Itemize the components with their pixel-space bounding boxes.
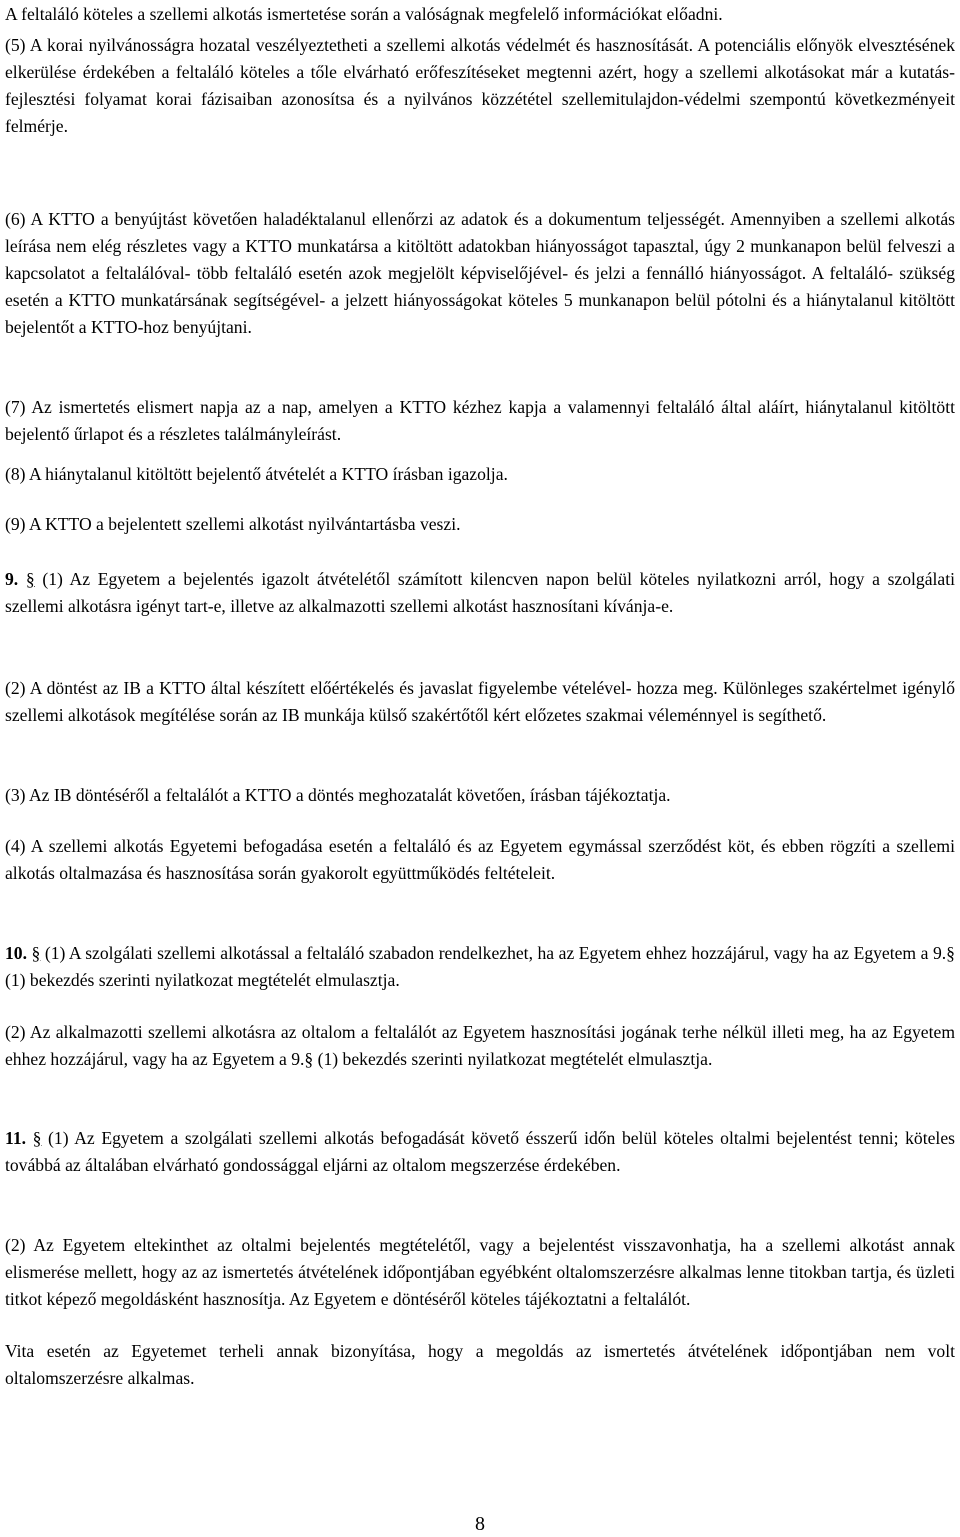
paragraph-6: (6) A KTTO a benyújtást követően haladéktalanul ellenőrzi az adatok és a dokumentum teljességét. Amennyiben a szellemi alkotás leírása nem elég részletes vagy a KTTO munkatársa a kitöltött adatokban hiányosságot tapasztal, úgy 2 munkanapon belül felveszi a kapcsolatot a feltalálóval- több feltaláló esetén azok megjelölt képviselőjével- és jelzi a fennálló hiányosságot. A feltaláló- szükség esetén a KTTO munkatársának segítségével- a jelzett hiányosságokat köteles 5 munkanapon belül pótolni és a hiánytalanul kitöltött bejelentőt a KTTO-hoz benyújtani.	[5, 209, 955, 337]
section-10-paragraph-1	[5, 940, 955, 994]
section-number: 11.	[5, 1128, 27, 1148]
section-11-paragraph-2: (2) Az Egyetem eltekinthet az oltalmi bejelentés megtételétől, vagy a bejelentést visszavonhatja, ha a szellemi alkotást annak elismerése mellett, hogy az az ismertetés átvételének időpontjában egyébként oltalomszerzésre alkalmas lenne titokban tartja, és üzleti titkot képező megoldásként hasznosítja. Az Egyetem e döntéséről köteles tájékoztatni a feltalálót.	[5, 1235, 955, 1309]
paragraph-feltalalo-kotelessege: A feltaláló köteles a szellemi alkotás ismertetése során a valóságnak megfelelő információkat előadni.	[5, 4, 723, 24]
page-number: 8	[475, 1513, 485, 1535]
section-sign: §	[32, 1128, 42, 1148]
section-9-paragraph-2: (2) A döntést az IB a KTTO által készített előértékelés és javaslat figyelembe vételével- hozza meg. Különleges szakértelmet igénylő szellemi alkotások megítélése során az IB munkája külső szakértőtől kért előzetes szakmai véleménnyel is segíthető.	[5, 678, 955, 725]
section-11-closing-paragraph: Vita esetén az Egyetemet terheli annak bizonyítása, hogy a megoldás az ismertetés átvételének időpontjában nem volt oltalomszerzésre alkalmas.	[5, 1341, 955, 1388]
paragraph-8: (8) A hiánytalanul kitöltött bejelentő átvételét a KTTO írásban igazolja.	[5, 464, 508, 484]
section-9-paragraph-1	[5, 566, 955, 620]
section-number: 10.	[5, 943, 27, 963]
section-9-paragraph-3: (3) Az IB döntéséről a feltalálót a KTTO a döntés meghozatalát követően, írásban tájékoztatja.	[5, 785, 671, 805]
section-text: (1) A szolgálati szellemi alkotással a feltaláló szabadon rendelkezhet, ha az Egyetem ehhez hozzájárul, vagy ha az Egyetem a 9.§ (1) bekezdés szerinti nyilatkozat megtételét elmulasztja.	[5, 943, 955, 990]
paragraph-7: (7) Az ismertetés elismert napja az a nap, amelyen a KTTO kézhez kapja a valamennyi feltaláló által aláírt, hiánytalanul kitöltött bejelentő űrlapot és a részletes találmányleírást.	[5, 397, 955, 444]
section-text: (1) Az Egyetem a bejelentés igazolt átvételétől számított kilencven napon belül köteles nyilatkozni arról, hogy a szolgálati szellemi alkotásra igényt tart-e, illetve az alkalmazotti szellemi alkotást hasznosítani kívánja-e.	[5, 569, 955, 616]
section-9-paragraph-4: (4) A szellemi alkotás Egyetemi befogadása esetén a feltaláló és az Egyetem egymással szerződést köt, és ebben rögzíti a szellemi alkotás oltalmazása és hasznosítása során gyakorolt együttműködés feltételeit.	[5, 836, 955, 883]
paragraph-5: (5) A korai nyilvánosságra hozatal veszélyeztetheti a szellemi alkotás védelmét és hasznosítását. A potenciális előnyök elvesztésének elkerülése érdekében a feltaláló köteles a tőle elvárható erőfeszítéseket megtenni azért, hogy a szellemi alkotásokat már a kutatás-fejlesztési folyamat korai fázisaiban azonosítsa és a nyilvános közzététel szellemitulajdon-védelmi szempontú következményeit felmérje.	[5, 35, 955, 136]
section-11-paragraph-1	[5, 1125, 955, 1179]
section-10-paragraph-2: (2) Az alkalmazotti szellemi alkotásra az oltalom a feltalálót az Egyetem hasznosítási jogának terhe nélkül illeti meg, ha az Egyetem ehhez hozzájárul, vagy ha az Egyetem a 9.§ (1) bekezdés szerinti nyilatkozat megtételét elmulasztja.	[5, 1022, 955, 1069]
section-number: 9.	[5, 569, 19, 589]
section-sign: §	[25, 569, 35, 589]
section-sign: §	[31, 943, 41, 963]
paragraph-9: (9) A KTTO a bejelentett szellemi alkotást nyilvántartásba veszi.	[5, 514, 461, 534]
section-text: (1) Az Egyetem a szolgálati szellemi alkotás befogadását követő ésszerű időn belül köteles oltalmi bejelentést tenni; köteles továbbá az általában elvárható gondossággal eljárni az oltalom megszerzése érdekében.	[5, 1128, 955, 1175]
